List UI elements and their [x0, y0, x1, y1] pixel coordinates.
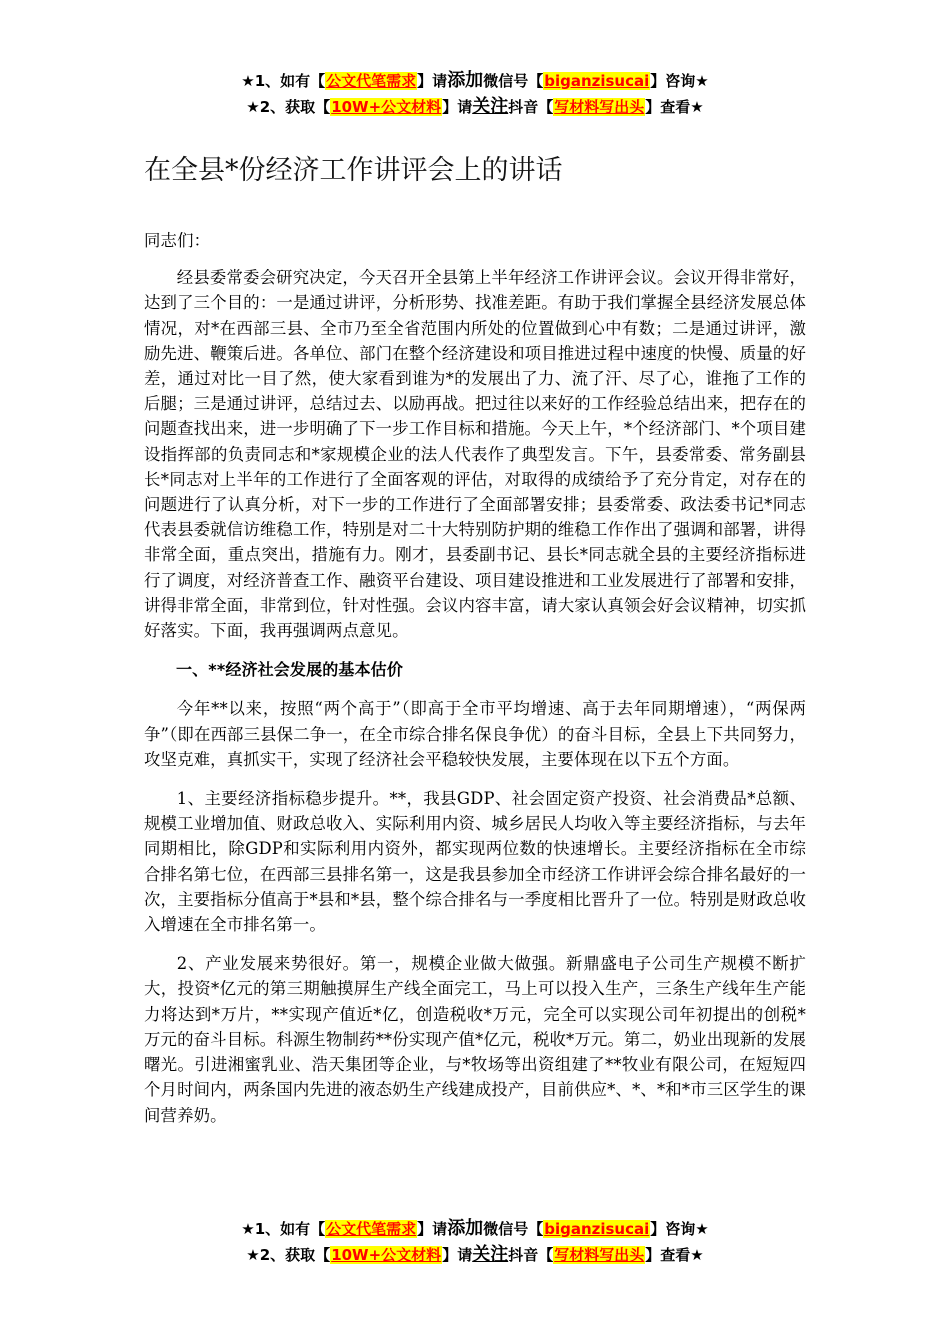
- banner-line-1: ★1、如有【公文代笔需求】请添加微信号【biganzisucai】咨询★: [241, 70, 709, 91]
- banner-highlight: biganzisucai: [544, 1220, 650, 1238]
- banner-line-2: ★2、获取【10W+公文材料】请关注抖音【写材料写出头】查看★: [246, 96, 704, 117]
- greeting: 同志们：: [144, 231, 211, 250]
- banner-highlight: 写材料写出头: [554, 98, 645, 116]
- banner-line-1: ★1、如有【公文代笔需求】请添加微信号【biganzisucai】咨询★: [241, 1218, 709, 1239]
- banner-highlight: 公文代笔需求: [326, 1220, 417, 1238]
- footer-banner: [0, 1216, 950, 1268]
- section-heading-1: 一、**经济社会发展的基本估价: [176, 660, 403, 680]
- paragraph-1: 经县委常委会研究决定，今天召开全县第上半年经济工作讲评会议。会议开得非常好，达到了三个目的：一是通过讲评，分析形势、找准差距。有助于我们掌握全县经济发展总体情况，对*在西部三县、全市乃至全省范围内所处的位置做到心中有数；二是通过讲评，激励先进、鞭策后进。各单位、部门在整个经济建设和项目推进过程中速度的快慢、质量的好差，通过对比一目了然，使大家看到谁为*的发展出了力、流了汗、尽了心，谁拖了工作的后腿；三是通过讲评，总结过去、以励再战。把过往以来好的工作经验总结出来，把存在的问题查找出来，进一步明确了下一步工作目标和措施。今天上午，*个经济部门、*个项目建设指挥部的负责同志和*家规模企业的法人代表作了典型发言。下午，县委常委、常务副县长*同志对上半年的工作进行了全面客观的评估，对取得的成绩给予了充分肯定，对存在的问题进行了认真分析，对下一步的工作进行了全面部署安排；县委常委、政法委书记*同志代表县委就信访维稳工作，特别是对二十大特别防护期的维稳工作作出了强调和部署，讲得非常全面，重点突出，措施有力。刚才，县委副书记、县长*同志就全县的主要经济指标进行了调度，对经济普查工作、融资平台建设、项目建设推进和工业发展进行了部署和安排，讲得非常全面，非常到位，针对性强。会议内容丰富，请大家认真领会好会议精神，切实抓好落实。下面，我再强调两点意见。: [144, 268, 806, 641]
- banner-highlight: 公文代笔需求: [326, 72, 417, 90]
- paragraph-4: 2、产业发展来势很好。第一，规模企业做大做强。新鼎盛电子公司生产规模不断扩大，投资*亿元的第三期触摸屏生产线全面完工，马上可以投入生产，三条生产线年生产能力将达到*万片，**实现产值近*亿，创造税收*万元，完全可以实现公司年初提出的创税*万元的奋斗目标。科源生物制药**份实现产值*亿元，税收*万元。第二，奶业出现新的发展曙光。引进湘蜜乳业、浩天集团等企业，与*牧场等出资组建了**牧业有限公司，在短短四个月时间内，两条国内先进的液态奶生产线建成投产，目前供应*、*、*和*市三区学生的课间营养奶。: [144, 954, 806, 1125]
- banner-highlight: biganzisucai: [544, 72, 650, 90]
- document-body: [144, 228, 806, 1128]
- banner-highlight: 10W+公文材料: [331, 98, 442, 116]
- paragraph-3: 1、主要经济指标稳步提升。**，我县GDP、社会固定资产投资、社会消费品*总额、规模工业增加值、财政总收入、实际利用内资、城乡居民人均收入等主要经济指标，与去年同期相比，除GDP和实际利用内资外，都实现两位数的快速增长。主要经济指标在全市综合排名第七位，在西部三县排名第一，这是我县参加全市经济工作讲评会综合排名最好的一次，主要指标分值高于*县和*县，整个综合排名与一季度相比晋升了一位。特别是财政总收入增速在全市排名第一。: [144, 789, 806, 935]
- paragraph-2: 今年**以来，按照“两个高于”（即高于全市平均增速、高于去年同期增速），“两保两争”（即在西部三县保二争一，在全市综合排名保良争优）的奋斗目标，全县上下共同努力，攻坚克难，真抓实干，实现了经济社会平稳较快发展，主要体现在以下五个方面。: [144, 699, 806, 769]
- banner-highlight: 10W+公文材料: [331, 1246, 442, 1264]
- header-banner: [0, 68, 950, 120]
- banner-line-2: ★2、获取【10W+公文材料】请关注抖音【写材料写出头】查看★: [246, 1244, 704, 1265]
- document-title: 在全县*份经济工作讲评会上的讲话: [144, 155, 563, 186]
- banner-highlight: 写材料写出头: [554, 1246, 645, 1264]
